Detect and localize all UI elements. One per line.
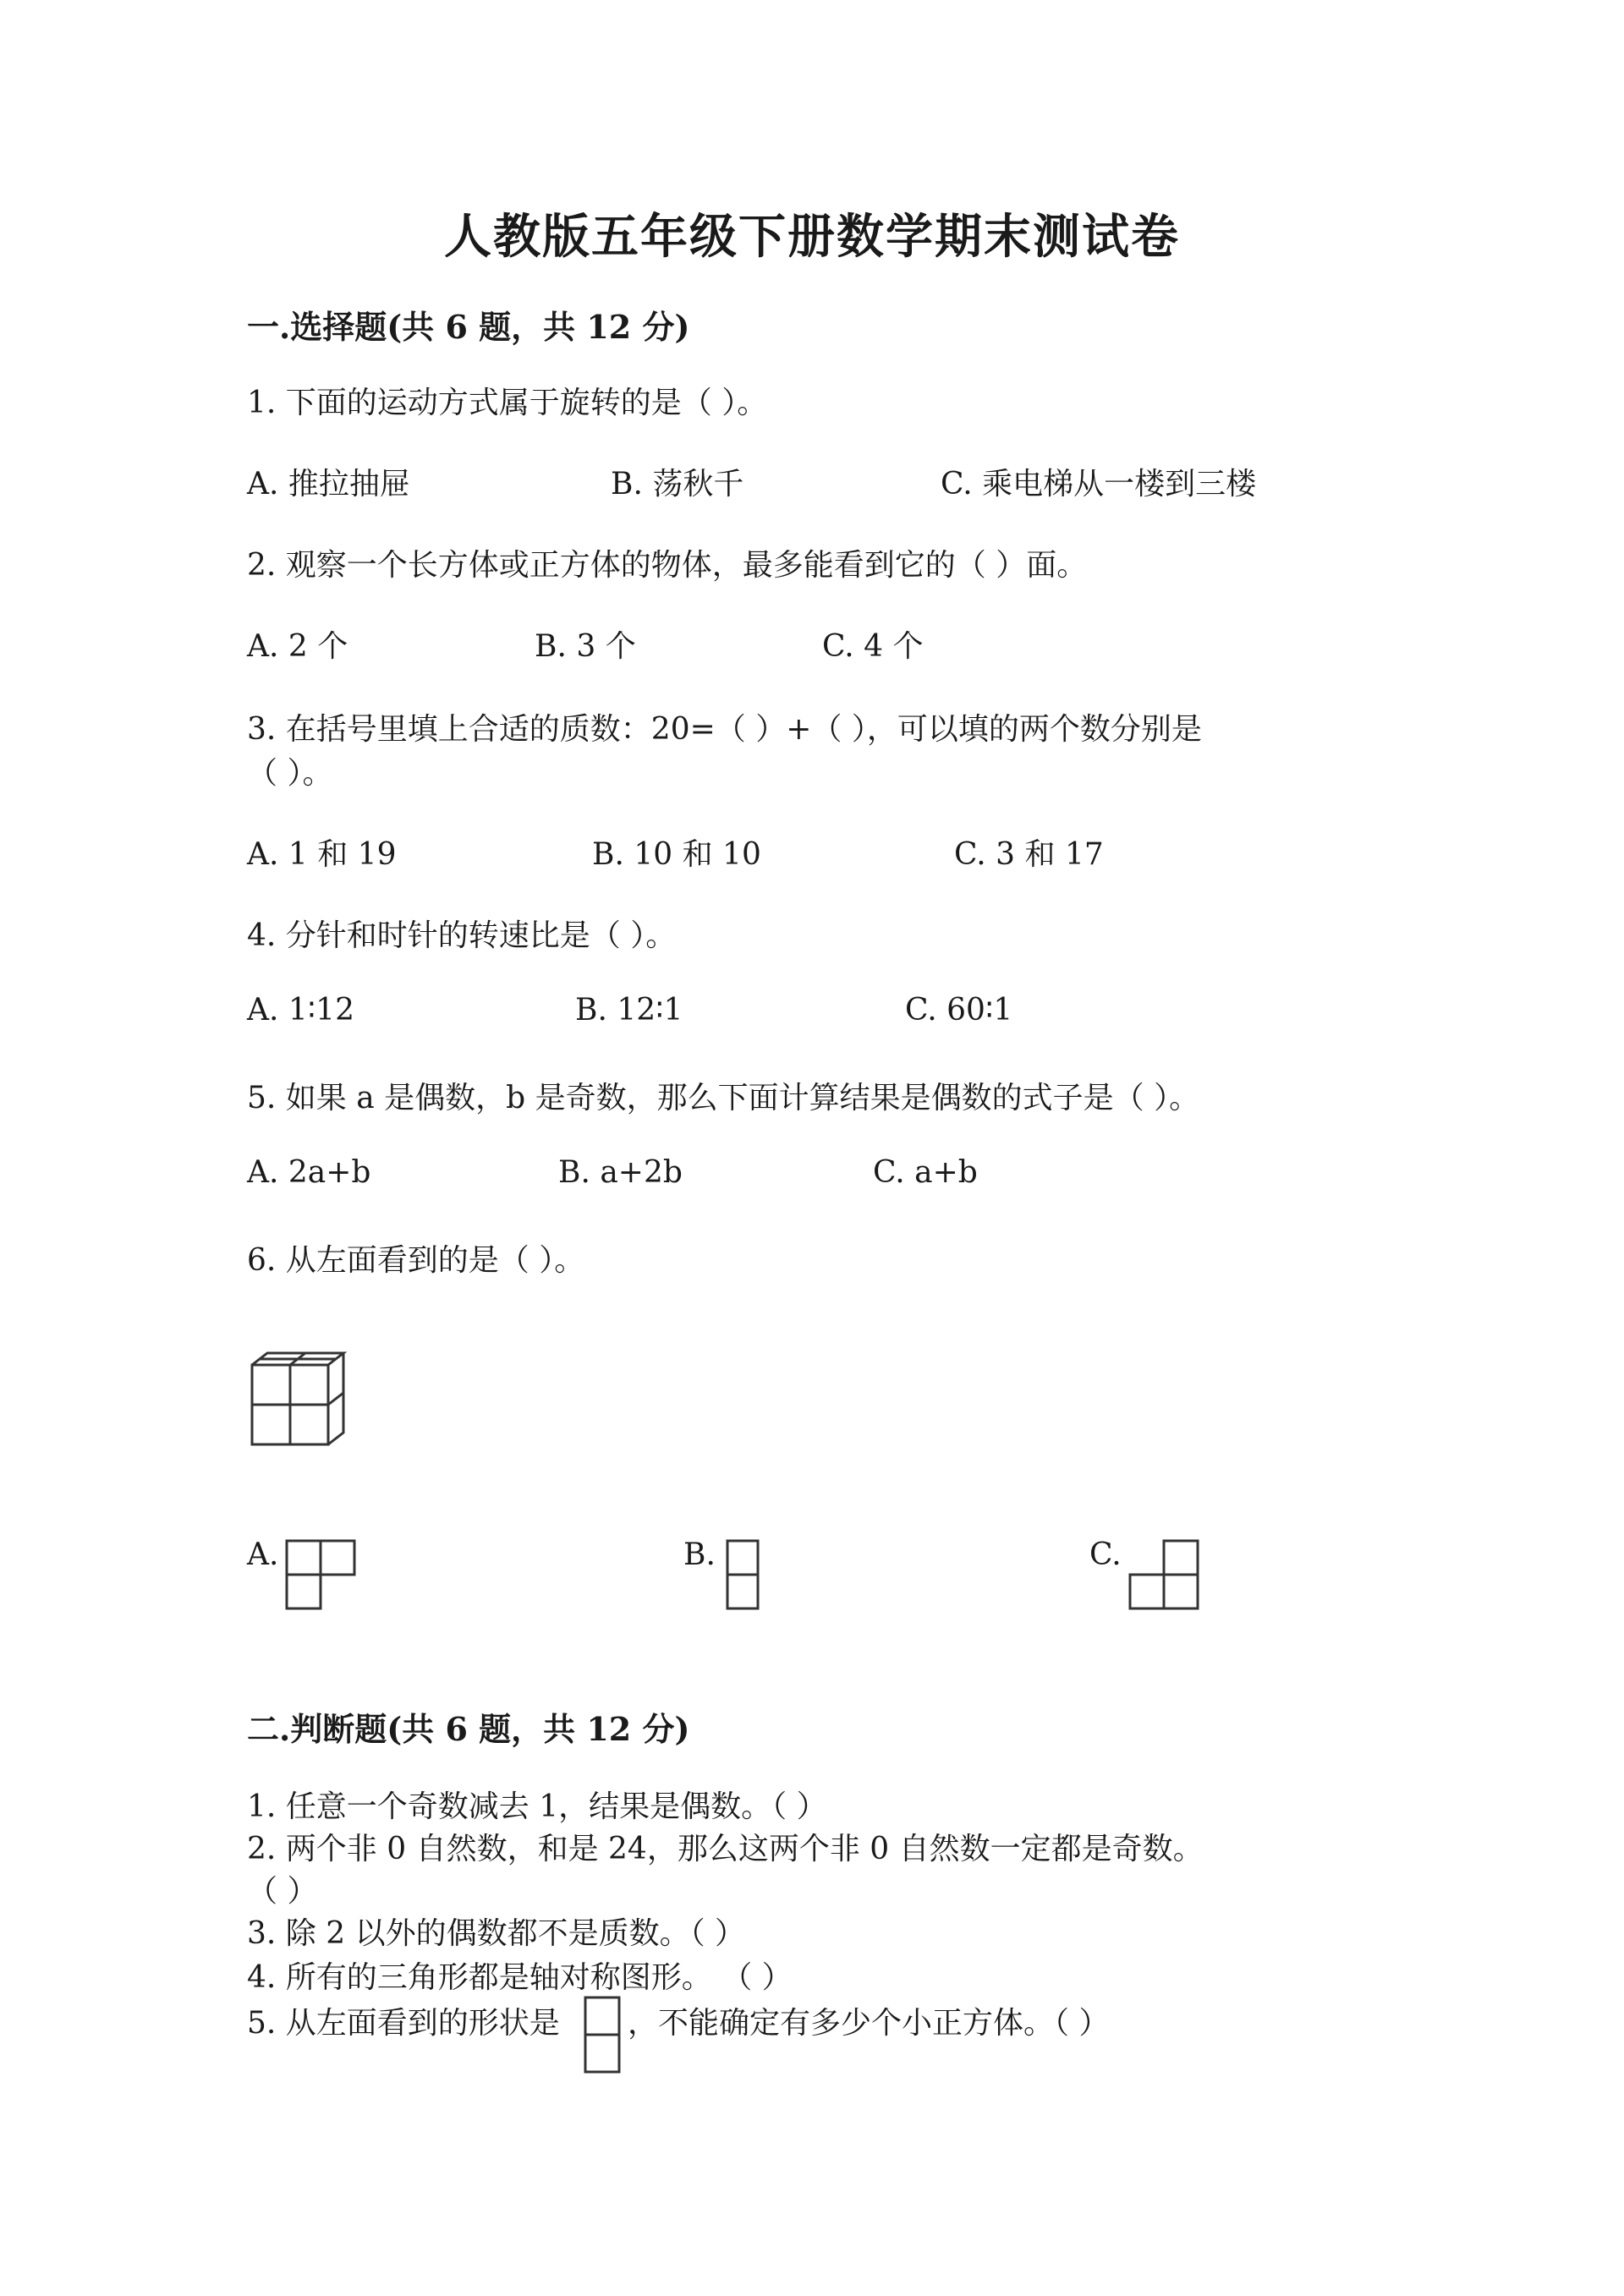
q2-option-c: C. 4 个 (822, 629, 924, 664)
q4-option-c: C. 60∶1 (905, 993, 1013, 1027)
section-heading-judgement: 二.判断题(共 6 题，共 12 分) (247, 1710, 690, 1748)
question-3: 3. 在括号里填上合适的质数：20=（ ）+（ ），可以填的两个数分别是 (247, 712, 1202, 747)
section-heading-choice: 一.选择题(共 6 题，共 12 分) (247, 308, 690, 346)
q1-option-a: A. 推拉抽屉 (247, 467, 410, 501)
judgement-3: 3. 除 2 以外的偶数都不是质数。（ ） (247, 1916, 746, 1951)
question-2: 2. 观察一个长方体或正方体的物体，最多能看到它的（ ）面。 (247, 548, 1088, 583)
q3-option-c: C. 3 和 17 (954, 837, 1104, 872)
q5-option-a: A. 2a+b (247, 1155, 371, 1190)
q6-option-c: C. (1089, 1537, 1122, 1572)
judgement-5-figure (582, 1996, 623, 2074)
question-4: 4. 分针和时针的转速比是（ ）。 (247, 918, 677, 953)
q6-option-a-figure (285, 1539, 356, 1610)
question-3-continued: （ ）。 (247, 756, 333, 791)
q6-option-c-figure (1127, 1539, 1199, 1610)
q5-option-b: B. a+2b (558, 1155, 683, 1190)
judgement-5-continued: ，不能确定有多少个小正方体。（ ） (628, 2006, 1110, 2041)
cube-stack-figure (249, 1350, 350, 1451)
q3-option-a: A. 1 和 19 (247, 837, 397, 872)
judgement-2: 2. 两个非 0 自然数，和是 24，那么这两个非 0 自然数一定都是奇数。 (247, 1832, 1204, 1866)
judgement-1: 1. 任意一个奇数减去 1，结果是偶数。（ ） (247, 1789, 827, 1824)
question-6: 6. 从左面看到的是（ ）。 (247, 1243, 585, 1278)
q1-option-b: B. 荡秋千 (611, 467, 744, 501)
q6-option-b: B. (683, 1537, 716, 1572)
question-5: 5. 如果 a 是偶数，b 是奇数，那么下面计算结果是偶数的式子是（ ）。 (247, 1081, 1200, 1115)
question-1: 1. 下面的运动方式属于旋转的是（ ）。 (247, 386, 768, 420)
q4-option-a: A. 1∶12 (247, 993, 354, 1027)
page-title: 人教版五年级下册数学期末测试卷 (444, 209, 1180, 265)
q4-option-b: B. 12∶1 (575, 993, 683, 1027)
q3-option-b: B. 10 和 10 (592, 837, 761, 872)
judgement-2-continued: （ ） (247, 1874, 318, 1909)
q6-option-b-figure (726, 1539, 760, 1610)
q6-option-a: A. (247, 1537, 279, 1572)
q1-option-c: C. 乘电梯从一楼到三楼 (941, 467, 1257, 501)
judgement-5: 5. 从左面看到的形状是 (247, 2006, 560, 2041)
q5-option-c: C. a+b (873, 1155, 978, 1190)
q2-option-a: A. 2 个 (247, 629, 348, 664)
q2-option-b: B. 3 个 (535, 629, 636, 664)
judgement-4: 4. 所有的三角形都是轴对称图形。 （ ） (247, 1960, 793, 1995)
